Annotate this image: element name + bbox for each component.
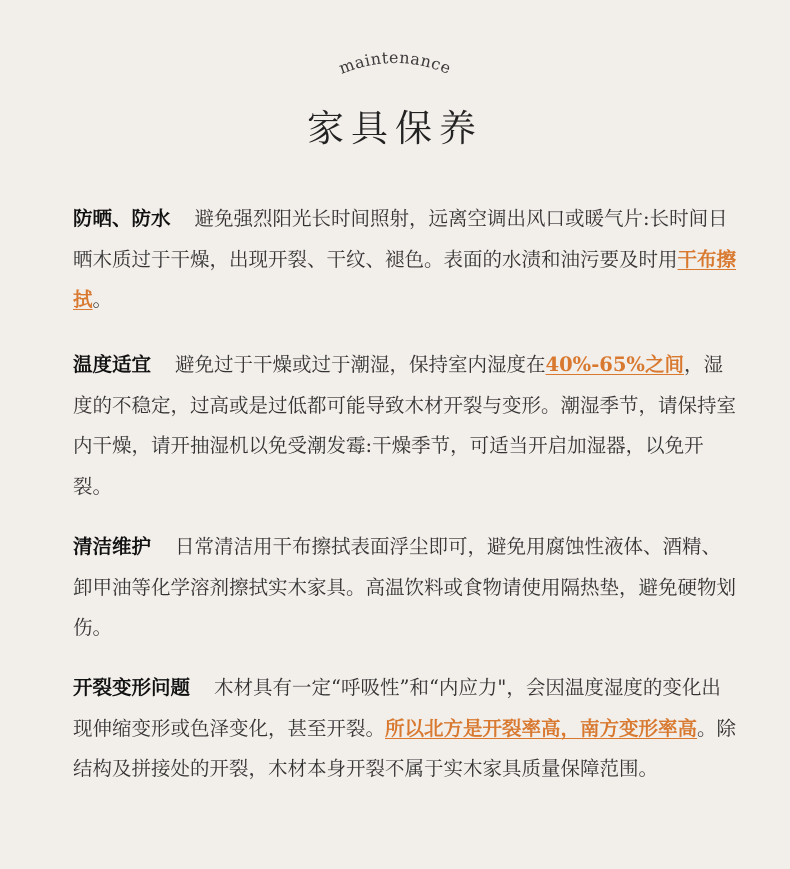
section-highlight: 40%-65%之间	[545, 353, 684, 376]
section-text: 避免过于干燥或过于潮湿，保持室内湿度在	[175, 353, 546, 376]
subtitle-arc	[315, 40, 475, 86]
section-text: 日常清洁用干布擦拭表面浮尘即可，避免用腐蚀性液体、酒精、卸甲油等化学溶剂擦拭实木家具。高温饮料或食物请使用隔热垫，避免硬物划伤。	[73, 535, 737, 639]
section-label: 防晒、防水	[73, 207, 171, 230]
section-text: 避免强烈阳光长时间照射，远离空调出风口或暖气片:长时间日晒木质过于干燥，出现开裂、干纹、褪色。表面的水渍和油污要及时用	[73, 207, 728, 271]
section-text-after: 。除结构及拼接处的开裂，木材本身开裂不属于实木家具质量保障范围。	[73, 716, 737, 780]
subtitle-text	[336, 48, 454, 78]
section-text: 木材具有一定“呼吸性”和“内应力"，会因温度湿度的变化出现伸缩变形或色泽变化，甚至开裂。	[73, 676, 721, 740]
section-label: 开裂变形问题	[73, 676, 191, 699]
section-label: 清洁维护	[73, 535, 152, 558]
section-cleaning	[73, 527, 738, 649]
section-highlight: 所以北方是开裂率高，南方变形率高	[385, 716, 698, 740]
subtitle-textpath: maintenance	[336, 47, 454, 78]
section-label: 温度适宜	[73, 353, 152, 376]
section-humidity	[73, 345, 738, 507]
section-sun-water	[73, 199, 738, 321]
page-title: 家具保养	[307, 107, 483, 150]
section-highlight: 干布擦拭	[73, 247, 737, 311]
section-text-after: 。	[92, 288, 113, 311]
section-text-after: ，湿度的不稳定，过高或是过低都可能导致木材开裂与变形。潮湿季节，请保持室内干燥，请开抽湿机以免受潮发霉:干燥季节，可适当开启加湿器，以免开裂。	[73, 353, 737, 498]
section-cracking	[73, 668, 738, 790]
